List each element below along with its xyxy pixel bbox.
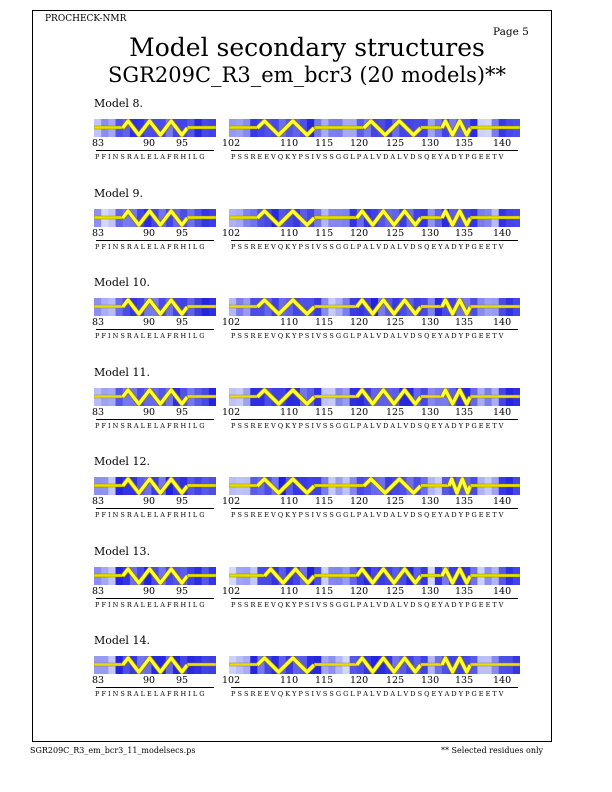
residue-tick-label: 115	[315, 138, 334, 149]
secondary-structure-strip-a	[94, 209, 216, 227]
sequence-rule	[231, 598, 518, 599]
secondary-structure-strip-b	[229, 388, 520, 406]
residue-tick-label: 130	[421, 317, 440, 328]
residue-tick-label: 95	[176, 138, 189, 149]
secondary-structure-strip-b	[229, 567, 520, 585]
residue-tick-label: 125	[386, 317, 405, 328]
residue-tick-label: 83	[92, 406, 105, 418]
residue-sequence: P S S R E E V Q K Y P S I V S S G G L P A L V D A L V D S Q E Y A D Y P G E E T V	[231, 332, 504, 340]
residue-tick-label: 140	[493, 496, 512, 507]
residue-tick-label: 115	[315, 227, 334, 239]
residue-tick-label: 95	[176, 675, 189, 686]
residue-tick-label: 90	[143, 675, 156, 686]
sequence-rule	[96, 598, 214, 599]
sequence-rule	[96, 687, 214, 688]
residue-tick-label: 135	[455, 675, 474, 686]
residue-tick-label: 130	[421, 138, 440, 149]
residue-sequence: P S S R E E V Q K Y P S I V S S G G L P A L V D A L V D S Q E Y A D Y P G E E T V	[231, 600, 504, 609]
sequence-rule	[96, 419, 214, 420]
residue-tick-label: 110	[280, 585, 299, 597]
sequence-rule	[231, 150, 518, 151]
footer-filename: SGR209C_R3_em_bcr3_11_modelsecs.ps	[30, 746, 196, 755]
residue-sequence: P F I N S R A L E L A F R H I L G	[95, 332, 205, 340]
residue-tick-label: 125	[386, 406, 405, 418]
secondary-structure-strip-b	[229, 298, 520, 316]
sequence-rule	[231, 419, 518, 420]
residue-sequence: P S S R E E V Q K Y P S I V S S G G L P A L V D A L V D S Q E Y A D Y P G E E T V	[231, 511, 504, 519]
residue-tick-label: 120	[350, 138, 369, 149]
residue-sequence: P S S R E E V Q K Y P S I V S S G G L P A L V D A L V D S Q E Y A D Y P G E E T V	[231, 242, 504, 251]
residue-tick-label: 140	[493, 227, 512, 239]
residue-tick-label: 125	[386, 675, 405, 686]
residue-tick-label: 135	[455, 227, 474, 239]
model-label: Model 13.	[94, 544, 150, 558]
residue-tick-label: 95	[176, 227, 189, 239]
residue-sequence: P S S R E E V Q K Y P S I V S S G G L P A L V D A L V D S Q E Y A D Y P G E E T V	[231, 421, 504, 430]
residue-sequence: P S S R E E V Q K Y P S I V S S G G L P A L V D A L V D S Q E Y A D Y P G E E T V	[231, 153, 504, 161]
residue-tick-label: 120	[350, 496, 369, 507]
sequence-rule	[96, 240, 214, 241]
residue-tick-label: 120	[350, 227, 369, 239]
residue-tick-label: 130	[421, 227, 440, 239]
residue-tick-label: 120	[350, 675, 369, 686]
residue-tick-label: 135	[455, 406, 474, 418]
secondary-structure-strip-b	[229, 656, 520, 674]
residue-tick-label: 115	[315, 406, 334, 418]
residue-tick-label: 90	[143, 317, 156, 328]
residue-tick-label: 140	[493, 585, 512, 597]
residue-tick-label: 120	[350, 406, 369, 418]
residue-tick-label: 102	[222, 496, 241, 507]
residue-tick-label: 125	[386, 138, 405, 149]
residue-tick-label: 83	[92, 675, 105, 686]
residue-tick-label: 130	[421, 406, 440, 418]
model-label: Model 11.	[94, 365, 150, 379]
residue-tick-label: 102	[222, 585, 241, 597]
page-subtitle: SGR209C_R3_em_bcr3 (20 models)**	[107, 63, 507, 87]
sequence-rule	[231, 687, 518, 688]
residue-tick-label: 95	[176, 406, 189, 418]
residue-tick-label: 83	[92, 585, 105, 597]
residue-tick-label: 110	[280, 227, 299, 239]
residue-tick-label: 130	[421, 675, 440, 686]
model-label: Model 9.	[94, 186, 143, 200]
residue-sequence: P F I N S R A L E L A F R H I L G	[95, 600, 205, 609]
residue-tick-label: 115	[315, 317, 334, 328]
residue-tick-label: 130	[421, 496, 440, 507]
sequence-rule	[231, 329, 518, 330]
secondary-structure-strip-a	[94, 298, 216, 316]
residue-tick-label: 140	[493, 406, 512, 418]
model-label: Model 10.	[94, 276, 150, 289]
residue-tick-label: 110	[280, 138, 299, 149]
residue-tick-label: 125	[386, 496, 405, 507]
residue-tick-label: 135	[455, 317, 474, 328]
residue-tick-label: 102	[222, 227, 241, 239]
sequence-rule	[96, 150, 214, 151]
residue-tick-label: 135	[455, 138, 474, 149]
program-label: PROCHECK-NMR	[45, 14, 127, 24]
residue-tick-label: 102	[222, 317, 241, 328]
residue-tick-label: 120	[350, 585, 369, 597]
residue-tick-label: 120	[350, 317, 369, 328]
secondary-structure-strip-b	[229, 477, 520, 495]
page-number: Page 5	[493, 26, 529, 38]
residue-tick-label: 135	[455, 585, 474, 597]
residue-tick-label: 140	[493, 138, 512, 149]
residue-tick-label: 110	[280, 317, 299, 328]
residue-sequence: P F I N S R A L E L A F R H I L G	[95, 242, 205, 251]
residue-sequence: P F I N S R A L E L A F R H I L G	[95, 511, 205, 519]
residue-tick-label: 115	[315, 675, 334, 686]
sequence-rule	[96, 329, 214, 330]
residue-tick-label: 90	[143, 496, 156, 507]
secondary-structure-strip-b	[229, 119, 520, 137]
residue-tick-label: 90	[143, 138, 156, 149]
residue-sequence: P F I N S R A L E L A F R H I L G	[95, 421, 205, 430]
residue-tick-label: 90	[143, 406, 156, 418]
residue-tick-label: 110	[280, 406, 299, 418]
residue-tick-label: 140	[493, 675, 512, 686]
residue-tick-label: 125	[386, 227, 405, 239]
residue-tick-label: 110	[280, 675, 299, 686]
model-label: Model 12.	[94, 455, 150, 468]
secondary-structure-strip-a	[94, 477, 216, 495]
residue-tick-label: 95	[176, 585, 189, 597]
secondary-structure-strip-b	[229, 209, 520, 227]
residue-tick-label: 90	[143, 585, 156, 597]
secondary-structure-strip-a	[94, 656, 216, 674]
residue-tick-label: 110	[280, 496, 299, 507]
residue-sequence: P S S R E E V Q K Y P S I V S S G G L P A L V D A L V D S Q E Y A D Y P G E E T V	[231, 690, 504, 698]
sequence-rule	[231, 240, 518, 241]
residue-tick-label: 102	[222, 138, 241, 149]
residue-tick-label: 125	[386, 585, 405, 597]
residue-tick-label: 115	[315, 496, 334, 507]
residue-tick-label: 102	[222, 406, 241, 418]
model-label: Model 14.	[94, 634, 150, 647]
residue-tick-label: 83	[92, 138, 105, 149]
footer-note: ** Selected residues only	[441, 746, 544, 755]
residue-tick-label: 90	[143, 227, 156, 239]
sequence-rule	[231, 508, 518, 509]
residue-tick-label: 95	[176, 317, 189, 328]
page-title: Model secondary structures	[129, 33, 485, 62]
residue-sequence: P F I N S R A L E L A F R H I L G	[95, 153, 205, 161]
residue-tick-label: 115	[315, 585, 334, 597]
secondary-structure-strip-a	[94, 119, 216, 137]
residue-tick-label: 102	[222, 675, 241, 686]
secondary-structure-strip-a	[94, 567, 216, 585]
residue-tick-label: 83	[92, 317, 105, 328]
model-label: Model 8.	[94, 97, 143, 110]
residue-tick-label: 130	[421, 585, 440, 597]
residue-tick-label: 135	[455, 496, 474, 507]
residue-sequence: P F I N S R A L E L A F R H I L G	[95, 690, 205, 698]
residue-tick-label: 83	[92, 496, 105, 507]
residue-tick-label: 95	[176, 496, 189, 507]
secondary-structure-strip-a	[94, 388, 216, 406]
residue-tick-label: 140	[493, 317, 512, 328]
sequence-rule	[96, 508, 214, 509]
residue-tick-label: 83	[92, 227, 105, 239]
